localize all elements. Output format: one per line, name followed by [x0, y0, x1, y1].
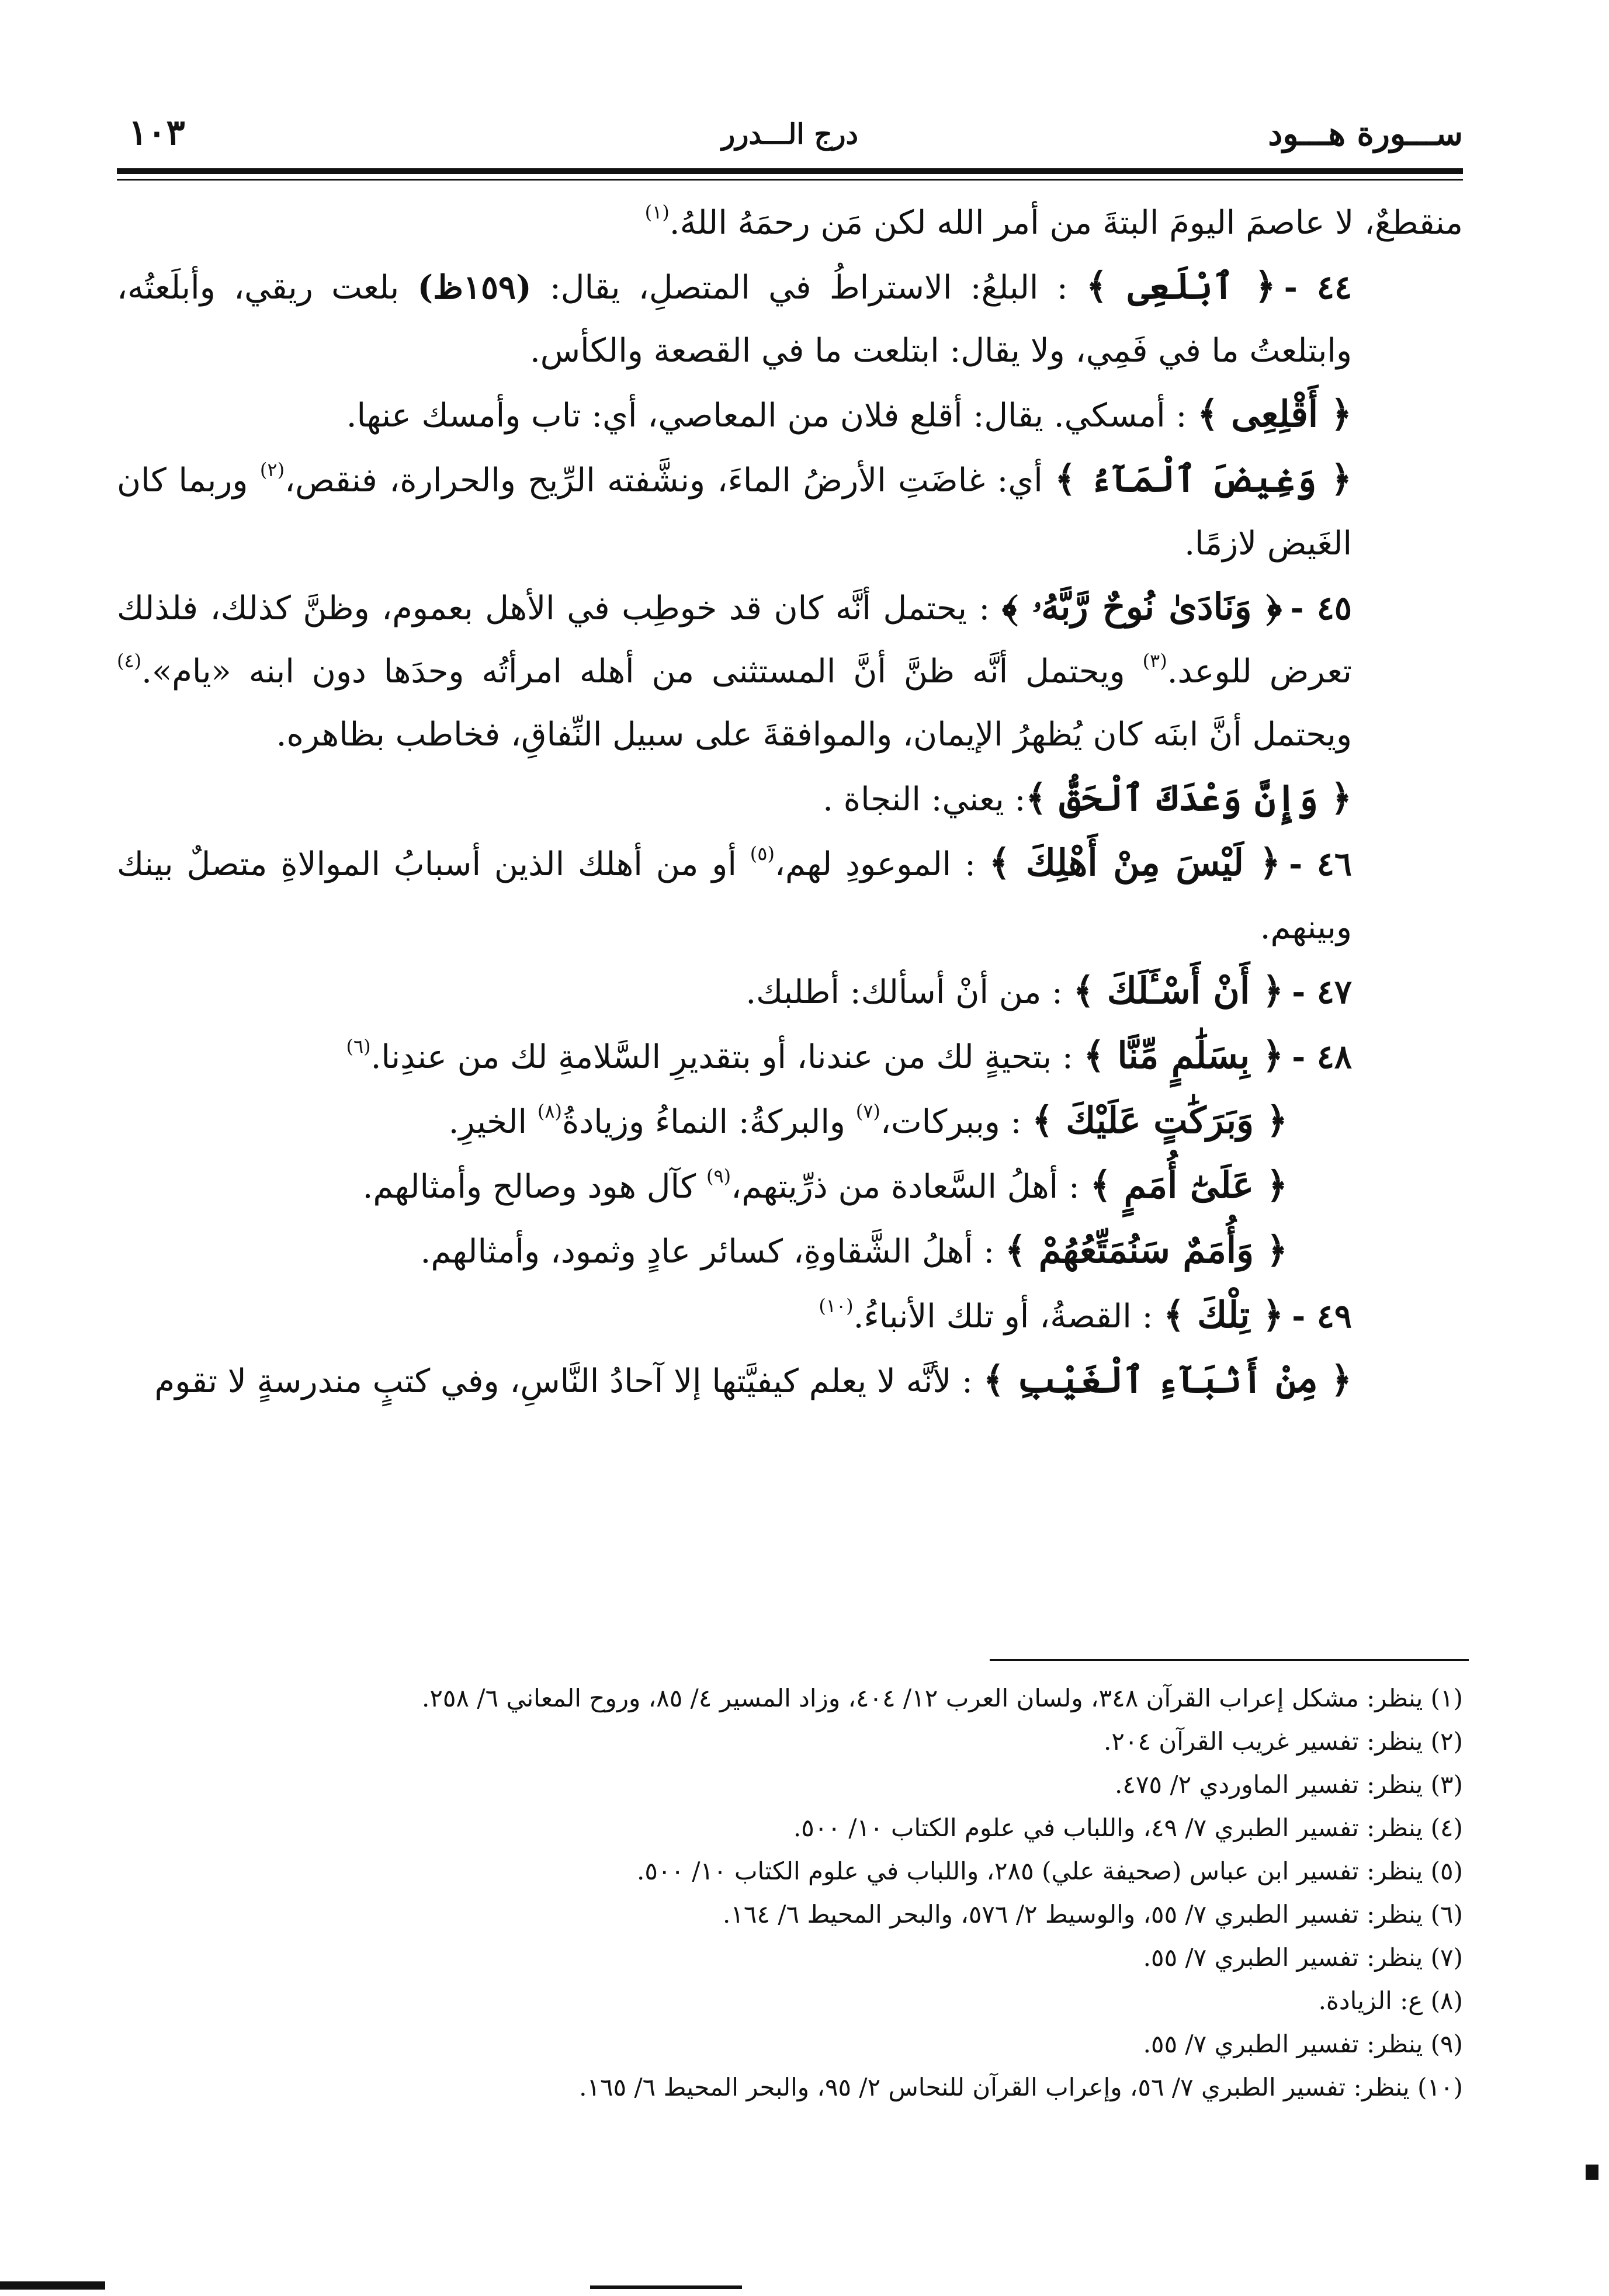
- text-paragraph: [117, 383, 1463, 448]
- commentary-text: ويحتمل أنَّه ظنَّ أنَّ المستثنى من أهله امرأتُه وحدَها دون ابنه «يام».: [141, 653, 1143, 691]
- book-title: درج الـــدرر: [722, 118, 858, 151]
- quran-phrase: ﴿ مِنْ أَنۢبَآءِ ٱلْغَيْبِ ﴾: [983, 1358, 1352, 1401]
- manuscript-folio: (١٥٩ظ): [417, 268, 532, 307]
- text-paragraph: [117, 448, 1463, 575]
- commentary-text: : لأنَّه لا يعلم كيفيَّتها إلا آحادُ النَّاسِ، وفي كتبٍ مندرسةٍ لا تقوم: [154, 1362, 983, 1400]
- footnote-ref: (١): [644, 201, 670, 223]
- footnote-ref: (٧): [855, 1100, 880, 1122]
- verse-number: ٤٨ -: [1292, 1038, 1352, 1076]
- commentary-text: الخيرِ.: [448, 1103, 538, 1141]
- commentary-text: : بتحيةٍ لك من عندنا، أو بتقديرِ السَّلامةِ لك من عندِنا.: [370, 1038, 1084, 1076]
- text-paragraph: [117, 192, 1463, 255]
- text-paragraph: [117, 1219, 1463, 1284]
- quran-phrase: ﴿ وَغِيضَ ٱلْمَآءُ ﴾: [1055, 457, 1352, 500]
- footnote: (٥) ينظر: تفسير ابن عباس (صحيفة علي) ٢٨٥، واللباب في علوم الكتاب ١٠/ ٥٠٠.: [636, 1857, 1463, 1885]
- commentary-text: والبركةُ: النماءُ وزيادةُ: [562, 1103, 856, 1141]
- commentary-text: أو من أهلك الذين أسبابُ الموالاةِ متصلٌ بينك وبينهم.: [117, 845, 1352, 946]
- footnotes: [175, 1677, 1463, 2109]
- footnote: (٣) ينظر: تفسير الماوردي ٢/ ٤٧٥.: [1115, 1770, 1463, 1799]
- commentary-text: : أهلُ الشَّقاوةِ، كسائر عادٍ وثمود، وأمثالهم.: [420, 1233, 1005, 1271]
- footnote: (٤) ينظر: تفسير الطبري ٧/ ٤٩، واللباب في علوم الكتاب ١٠/ ٥٠٠.: [793, 1813, 1463, 1842]
- commentary-text: : أهلُ السَّعادة من ذرِّيتهم،: [731, 1168, 1090, 1206]
- scan-mark: [1586, 2165, 1598, 2180]
- text-paragraph: [117, 1284, 1463, 1348]
- footnote-ref: (٥): [750, 842, 775, 865]
- text-paragraph: [117, 1089, 1463, 1154]
- text-paragraph: [117, 575, 1463, 767]
- scan-mark: [0, 2281, 105, 2290]
- quran-phrase: ﴿ وَأُمَمٌ سَنُمَتِّعُهُمْ ﴾: [1004, 1229, 1288, 1271]
- footnote-ref: (٦): [346, 1035, 371, 1057]
- commentary-text: منقطعٌ، لا عاصمَ اليومَ البتةَ من أمر الله لكن مَن رحمَهُ اللهُ.: [669, 204, 1463, 242]
- verse-number: ٤٤ -: [1284, 268, 1353, 307]
- footnote-ref: (١٠): [819, 1295, 854, 1317]
- footnote: (٩) ينظر: تفسير الطبري ٧/ ٥٥.: [1143, 2030, 1463, 2058]
- verse-number: ٤٥ -: [1290, 589, 1352, 627]
- verse-number: ٤٦ -: [1289, 845, 1352, 883]
- quran-phrase: ﴿ بِسَلَٰمٍ مِّنَّا ﴾: [1083, 1034, 1284, 1077]
- commentary-text: بلعت ريقي، وأبلَعتُه، وابتلعتُ ما في فَمِي، ولا يقال: ابتلعت ما في القصعة والكأس.: [117, 269, 1352, 370]
- verse-number: ٤٧ -: [1292, 973, 1352, 1011]
- footnote: (٢) ينظر: تفسير غريب القرآن ٢٠٤.: [1104, 1727, 1463, 1756]
- commentary-text: وربما كان الغَيض لازمًا.: [117, 462, 1352, 563]
- quran-phrase: ﴿ أَنْ أَسْـَٔلَكَ ﴾: [1073, 969, 1284, 1012]
- running-header: [117, 112, 1463, 167]
- text-paragraph: [117, 831, 1463, 959]
- quran-phrase: ﴿ وَبَرَكَٰتٍ عَلَيْكَ ﴾: [1032, 1099, 1288, 1142]
- commentary-text: : البلعُ: الاستراطُ في المتصلِ، يقال:: [531, 269, 1087, 307]
- commentary-text: : أمسكي. يقال: أقلع فلان من المعاصي، أي: تاب وأمسك عنها.: [346, 397, 1198, 435]
- quran-phrase: ﴿ أَقْلِعِى ﴾: [1197, 393, 1352, 435]
- text-paragraph: [117, 1154, 1463, 1219]
- quran-phrase: ﴿ وَإِنَّ وَعْدَكَ ٱلْحَقُّ ﴾: [1025, 776, 1352, 819]
- commentary-text: : يعني: النجاة .: [823, 781, 1026, 818]
- text-paragraph: [117, 1024, 1463, 1089]
- footnote-separator: [990, 1659, 1469, 1661]
- footnote-ref: (٨): [537, 1100, 562, 1122]
- text-paragraph: [117, 1348, 1463, 1413]
- quran-phrase: ﴿ ٱبْلَعِى ﴾: [1086, 265, 1276, 307]
- footnote: (٧) ينظر: تفسير الطبري ٧/ ٥٥.: [1143, 1943, 1463, 1972]
- commentary-text: أي: غاضَتِ الأرضُ الماءَ، ونشَّفته الرِّيح والحرارة، فنقص،: [285, 462, 1055, 500]
- footnote-ref: (٩): [706, 1165, 731, 1187]
- surah-title: ســـورة هـــود: [1268, 115, 1463, 153]
- quran-phrase: ﴿ تِلْكَ ﴾: [1163, 1293, 1284, 1336]
- commentary-text: : الموعودِ لهم،: [774, 845, 989, 883]
- footnote-ref: (٢): [259, 459, 285, 481]
- verse-number: ٤٩ -: [1292, 1297, 1352, 1336]
- commentary-text: : يحتمل أنَّه كان قد خوطِب في الأهل بعموم، وظنَّ كذلك، فلذلك تعرض للوعد.: [117, 589, 1352, 691]
- text-paragraph: [117, 959, 1463, 1024]
- quran-phrase: ﴿ وَنَادَىٰ نُوحٌ رَّبَّهُۥ ﴾: [1001, 585, 1282, 628]
- quran-phrase: ﴿ عَلَىٰٓ أُمَمٍ ﴾: [1090, 1164, 1288, 1206]
- footnote-ref: (٣): [1142, 650, 1167, 672]
- commentary-text: ويحتمل أنَّ ابنَه كان يُظهرُ الإيمان، والموافقةَ على سبيل النِّفاقِ، فخاطب بظاهره.: [276, 716, 1352, 754]
- footnote: (٦) ينظر: تفسير الطبري ٧/ ٥٥، والوسيط ٢/ ٥٧٦، والبحر المحيط ٦/ ١٦٤.: [722, 1900, 1463, 1929]
- commentary-text: : وببركات،: [880, 1103, 1032, 1141]
- footnote-ref: (٤): [117, 650, 142, 672]
- quran-phrase: ﴿ لَيْسَ مِنْ أَهْلِكَ ﴾: [989, 841, 1281, 884]
- commentary-text: كآل هود وصالح وأمثالهم.: [362, 1168, 706, 1206]
- page-number: ١٠٣: [129, 112, 185, 153]
- header-rule-thin: [117, 179, 1463, 181]
- text-paragraph: [117, 767, 1463, 831]
- footnote: (٨) ع: الزيادة.: [1318, 1986, 1463, 2015]
- header-rule-thick: [117, 168, 1463, 174]
- scan-mark: [590, 2285, 742, 2289]
- text-paragraph: [117, 255, 1463, 383]
- commentary-text: : القصةُ، أو تلك الأنباءُ.: [853, 1298, 1164, 1336]
- main-text: [117, 192, 1463, 1413]
- footnote: (١٠) ينظر: تفسير الطبري ٧/ ٥٦، وإعراب القرآن للنحاس ٢/ ٩٥، والبحر المحيط ٦/ ١٦٥.: [579, 2073, 1463, 2101]
- commentary-text: : من أنْ أسألك: أطلبك.: [745, 973, 1073, 1011]
- footnote: (١) ينظر: مشكل إعراب القرآن ٣٤٨، ولسان العرب ١٢/ ٤٠٤، وزاد المسير ٤/ ٨٥، وروح المعاني ٦/ ٢٥٨.: [422, 1684, 1463, 1712]
